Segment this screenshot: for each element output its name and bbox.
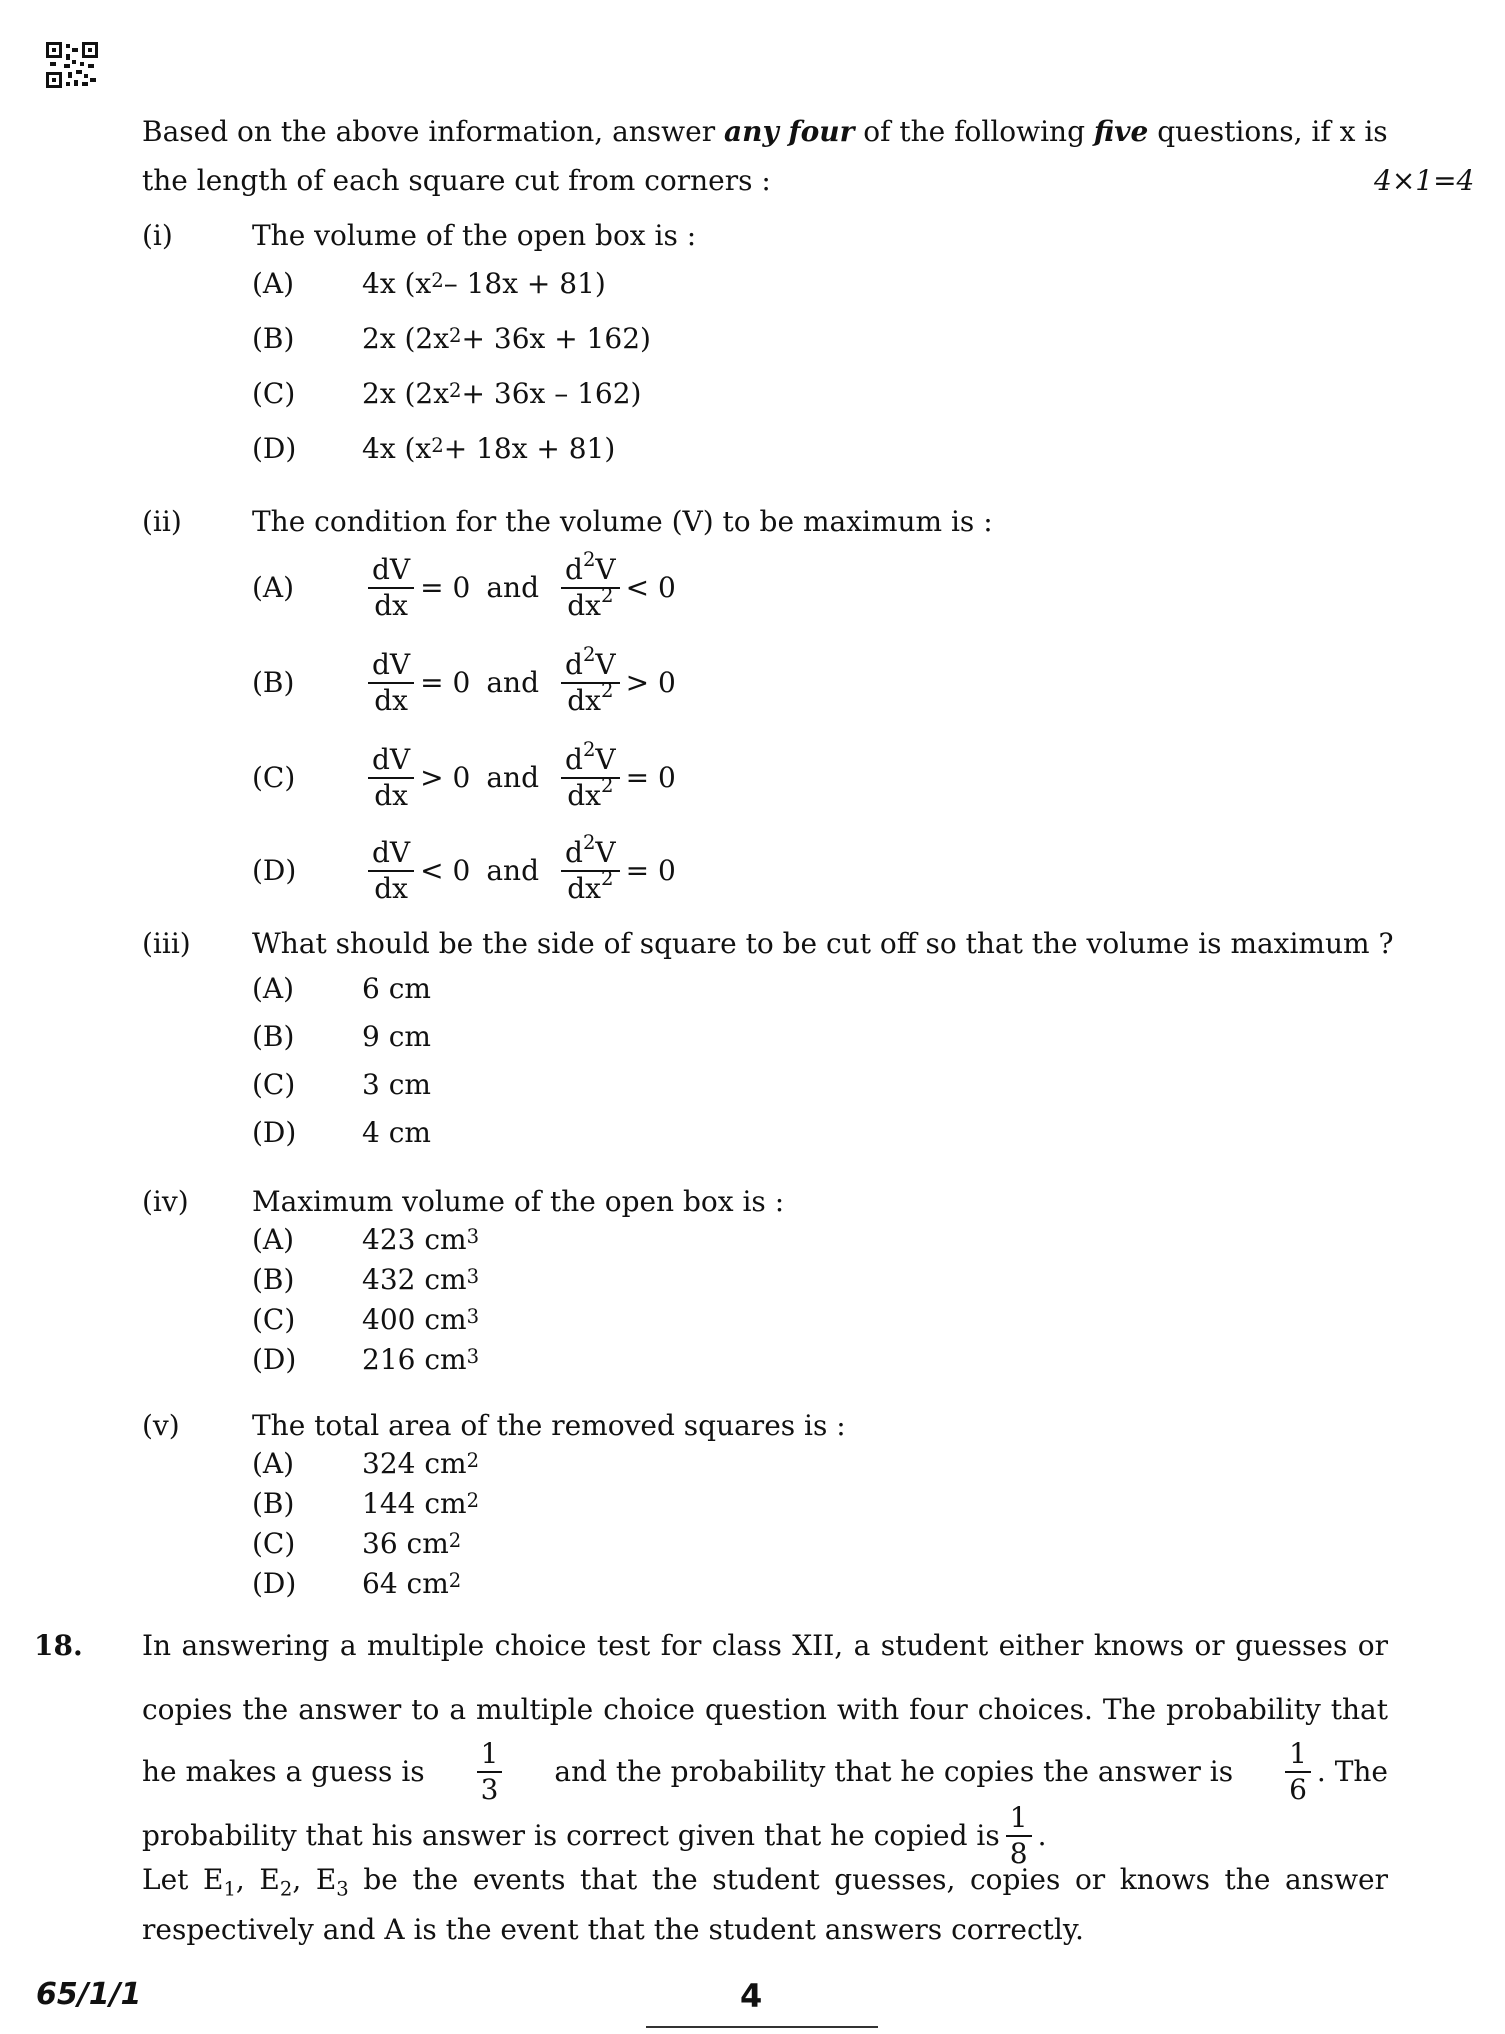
option-value: 432 cm $^3$ xyxy=(362,1263,480,1296)
fraction-denominator: dx xyxy=(374,872,408,905)
question-ii-text: The condition for the volume (V) to be maximum is : xyxy=(252,505,993,538)
unit-value: 64 cm xyxy=(362,1567,449,1600)
fraction-d2v-dx2 xyxy=(561,642,620,717)
intro-text: questions, if x is xyxy=(1148,115,1388,148)
option-value: 3 cm xyxy=(362,1068,431,1101)
option-label: (B) xyxy=(252,322,295,355)
option-label: (A) xyxy=(252,571,295,604)
question-18-number: 18. xyxy=(34,1629,83,1662)
option-label: (C) xyxy=(252,1527,296,1560)
question-iii-text: What should be the side of square to be cut off so that the volume is maximum ? xyxy=(252,927,1394,960)
unit-value: 423 cm xyxy=(362,1223,467,1256)
option-value: 9 cm xyxy=(362,1020,431,1053)
fraction-dv-dx xyxy=(368,648,414,717)
q18-e: , E xyxy=(292,1863,337,1896)
fraction-denominator xyxy=(561,678,620,717)
fraction-denominator xyxy=(561,583,620,622)
q18-text-guess: he makes a guess is xyxy=(142,1755,425,1788)
q18-text-copies: and the probability that he copies the answer is xyxy=(554,1755,1234,1788)
option-label: (C) xyxy=(252,1303,296,1336)
question-18-line-2: copies the answer to a multiple choice question with four choices. The probability that xyxy=(142,1693,1388,1726)
option-value: 400 cm $^3$ xyxy=(362,1303,480,1336)
v: V xyxy=(595,648,616,681)
fraction-numerator: 1 xyxy=(1285,1740,1311,1773)
question-i-number: (i) xyxy=(142,219,173,252)
unit-value: 400 cm xyxy=(362,1303,467,1336)
option-value: 36 cm $^2$ xyxy=(362,1527,462,1560)
intro-text: Based on the above information, answer xyxy=(142,115,724,148)
relation: < 0 xyxy=(625,571,676,604)
option-text xyxy=(362,830,676,905)
option-value: 6 cm xyxy=(362,972,431,1005)
option-label: (A) xyxy=(252,1223,295,1256)
option-label: (C) xyxy=(252,377,296,410)
subscript-2: 2 xyxy=(279,1877,293,1901)
option-expression: + 36x + 162) xyxy=(461,322,651,355)
relation: = 0 xyxy=(625,761,676,794)
question-18-line-5 xyxy=(142,1863,1389,1901)
v: V xyxy=(595,553,616,586)
dx: dx xyxy=(567,684,601,717)
option-expression: 2x (2x xyxy=(362,377,450,410)
unit-value: 216 cm xyxy=(362,1343,467,1376)
subscript-3: 3 xyxy=(336,1877,349,1901)
intro-line-2: the length of each square cut from corners : xyxy=(142,164,771,197)
fraction-dv-dx xyxy=(368,836,414,905)
exponent: 2 xyxy=(582,642,596,666)
fraction-numerator: 1 xyxy=(1006,1804,1032,1837)
option-text: 4x (x $^2$ + 18x + 81) xyxy=(362,432,616,465)
d: d xyxy=(565,836,583,869)
fraction-numerator: dV xyxy=(368,556,414,589)
intro-text: of the following xyxy=(854,115,1094,148)
option-label: (B) xyxy=(252,1487,295,1520)
unit-value: 432 cm xyxy=(362,1263,467,1296)
option-text: 2x (2x $^2$ + 36x + 162) xyxy=(362,322,651,355)
dx: dx xyxy=(567,779,601,812)
exponent: 2 xyxy=(600,678,614,702)
option-value: 216 cm $^3$ xyxy=(362,1343,480,1376)
q18-text-period: . xyxy=(1037,1819,1047,1852)
option-label: (B) xyxy=(252,666,295,699)
option-label: (D) xyxy=(252,1116,297,1149)
unit-value: 324 cm xyxy=(362,1447,467,1480)
v: V xyxy=(595,743,616,776)
option-text: 2x (2x $^2$ + 36x – 162) xyxy=(362,377,642,410)
relation: > 0 xyxy=(625,666,676,699)
option-value: 64 cm $^2$ xyxy=(362,1567,462,1600)
unit-value: 144 cm xyxy=(362,1487,467,1520)
option-value: 423 cm $^3$ xyxy=(362,1223,480,1256)
d: d xyxy=(565,743,583,776)
q18-text-correct-given: probability that his answer is correct given that he copied is xyxy=(142,1819,1000,1852)
fraction-one-third xyxy=(477,1737,503,1806)
option-expression: 4x (x xyxy=(362,432,432,465)
fraction-numerator: dV xyxy=(368,746,414,779)
option-label: (D) xyxy=(252,1567,297,1600)
v: V xyxy=(595,836,616,869)
option-label: (D) xyxy=(252,854,297,887)
exponent: 2 xyxy=(582,737,596,761)
fraction-d2v-dx2 xyxy=(561,737,620,812)
subscript-1: 1 xyxy=(223,1877,236,1901)
option-text xyxy=(362,737,676,812)
relation: > 0 xyxy=(420,761,471,794)
question-v-number: (v) xyxy=(142,1409,180,1442)
relation: = 0 xyxy=(420,571,471,604)
fraction-denominator xyxy=(561,773,620,812)
question-iii-number: (iii) xyxy=(142,927,191,960)
intro-emphasis-any-four: any four xyxy=(724,115,855,148)
q18-events-text: be the events that the student guesses, copies or knows the answer xyxy=(348,1863,1389,1896)
paper-code: 65/1/1 xyxy=(36,1977,142,2012)
relation: < 0 xyxy=(420,854,471,887)
question-18-line-6: respectively and A is the event that the student answers correctly. xyxy=(142,1913,1084,1946)
question-iv-text: Maximum volume of the open box is : xyxy=(252,1185,785,1218)
exponent: 2 xyxy=(582,830,596,854)
and-word: and xyxy=(486,761,539,794)
question-v-text: The total area of the removed squares is : xyxy=(252,1409,846,1442)
fraction-denominator xyxy=(561,866,620,905)
option-expression: – 18x + 81) xyxy=(443,267,606,300)
option-label: (A) xyxy=(252,267,295,300)
and-word: and xyxy=(486,666,539,699)
fraction-numerator: dV xyxy=(368,839,414,872)
q18-e: , E xyxy=(235,1863,280,1896)
and-word: and xyxy=(486,571,539,604)
fraction-one-sixth xyxy=(1285,1737,1311,1806)
fraction-denominator: dx xyxy=(374,589,408,622)
footer-divider xyxy=(646,2026,878,2028)
option-label: (A) xyxy=(252,972,295,1005)
option-expression: + 18x + 81) xyxy=(443,432,616,465)
option-text xyxy=(362,642,676,717)
dx: dx xyxy=(567,872,601,905)
relation: = 0 xyxy=(625,854,676,887)
qr-code-icon xyxy=(46,42,98,88)
option-label: (C) xyxy=(252,761,296,794)
option-expression: 2x (2x xyxy=(362,322,450,355)
exponent: 2 xyxy=(600,866,614,890)
fraction-numerator: dV xyxy=(368,651,414,684)
d: d xyxy=(565,648,583,681)
fraction-denominator: dx xyxy=(374,684,408,717)
fraction-denominator: 6 xyxy=(1289,1773,1307,1806)
fraction-numerator: 1 xyxy=(477,1740,503,1773)
option-value: 144 cm $^2$ xyxy=(362,1487,480,1520)
exponent: 2 xyxy=(582,547,596,571)
exponent: 2 xyxy=(600,583,614,607)
option-value: 324 cm $^2$ xyxy=(362,1447,480,1480)
question-i-text: The volume of the open box is : xyxy=(252,219,697,252)
fraction-one-eighth xyxy=(1006,1801,1032,1870)
unit-value: 36 cm xyxy=(362,1527,449,1560)
q18-let-e: Let E xyxy=(142,1863,224,1896)
question-18-line-4 xyxy=(142,1800,1047,1872)
option-label: (B) xyxy=(252,1020,295,1053)
exponent: 2 xyxy=(600,773,614,797)
question-ii-number: (ii) xyxy=(142,505,182,538)
option-value: 4 cm xyxy=(362,1116,431,1149)
question-18-line-3 xyxy=(142,1736,1388,1808)
option-text xyxy=(362,547,676,622)
intro-emphasis-five: five xyxy=(1093,115,1149,148)
intro-line-1 xyxy=(142,115,1388,148)
option-label: (C) xyxy=(252,1068,296,1101)
page-number: 4 xyxy=(740,1977,763,2015)
question-18-line-1: In answering a multiple choice test for class XII, a student either knows or guesses or xyxy=(142,1629,1388,1662)
option-expression: 4x (x xyxy=(362,267,432,300)
fraction-denominator: 3 xyxy=(480,1773,499,1806)
dx: dx xyxy=(567,589,601,622)
marks-label: 4×1=4 xyxy=(1374,164,1475,197)
question-iv-number: (iv) xyxy=(142,1185,189,1218)
option-label: (B) xyxy=(252,1263,295,1296)
option-label: (A) xyxy=(252,1447,295,1480)
option-text: 4x (x $^2$ – 18x + 81) xyxy=(362,267,606,300)
fraction-denominator: dx xyxy=(374,779,408,812)
d: d xyxy=(565,553,583,586)
fraction-d2v-dx2 xyxy=(561,830,620,905)
option-label: (D) xyxy=(252,432,297,465)
fraction-denominator: 8 xyxy=(1009,1837,1028,1870)
and-word: and xyxy=(486,854,539,887)
fraction-d2v-dx2 xyxy=(561,547,620,622)
option-label: (D) xyxy=(252,1343,297,1376)
option-expression: + 36x – 162) xyxy=(461,377,642,410)
relation: = 0 xyxy=(420,666,471,699)
fraction-dv-dx xyxy=(368,553,414,622)
fraction-dv-dx xyxy=(368,743,414,812)
q18-text-the: . The xyxy=(1316,1755,1388,1788)
